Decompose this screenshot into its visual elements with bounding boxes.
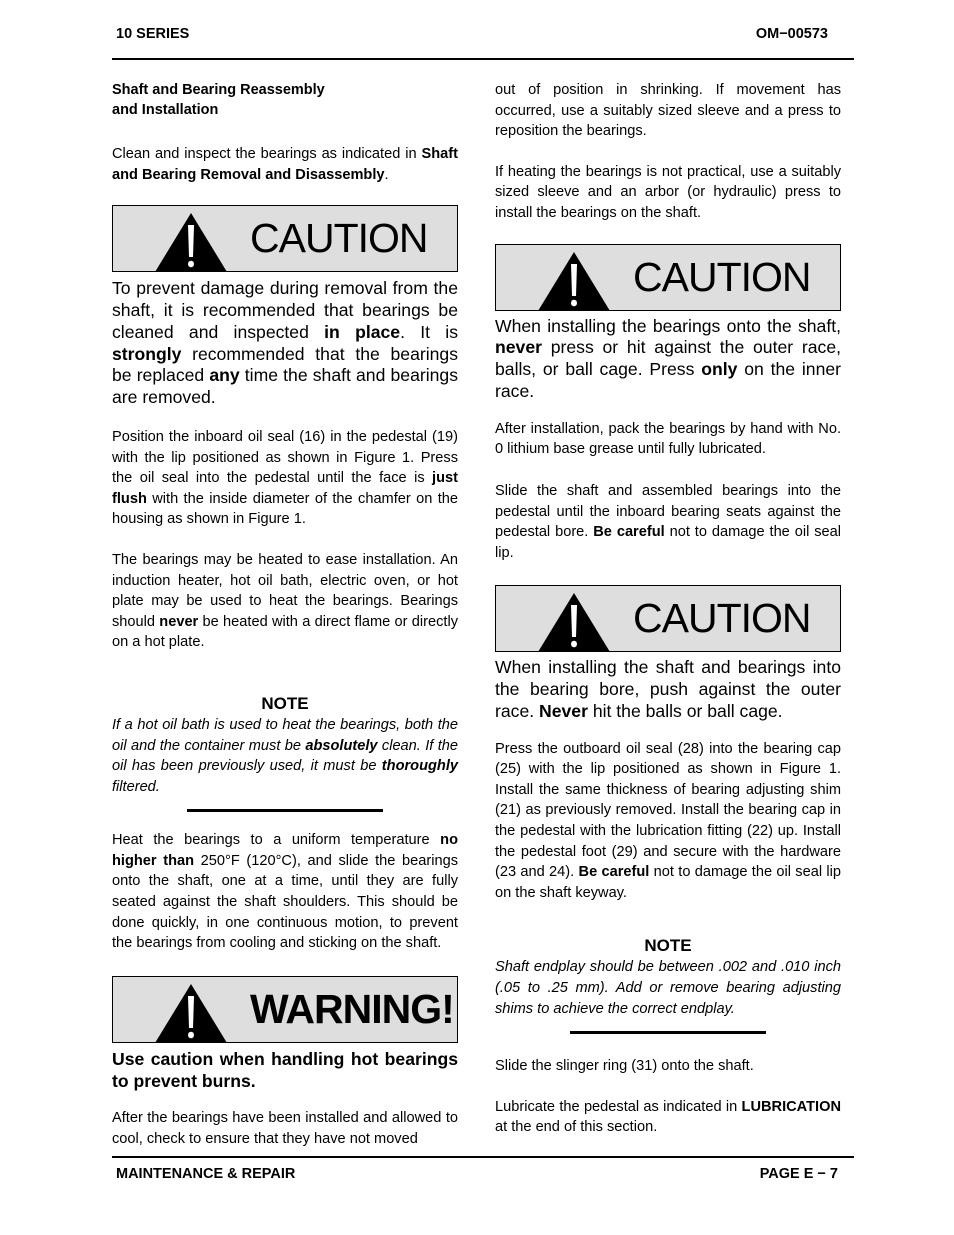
warning-label: WARNING! xyxy=(250,985,454,1032)
note-heading: NOTE xyxy=(644,936,692,956)
header-series: 10 SERIES xyxy=(116,26,190,42)
paragraph-oil-seal: Position the inboard oil seal (16) in the pedestal (19) with the lip positioned as shown in Figure 1. Press the oil seal into the pedestal until the face is just flush with the inside diameter of the chamfer on the housing as shown in Figure 1. xyxy=(112,428,458,528)
warning-triangle-icon xyxy=(536,250,612,312)
caution-box xyxy=(495,244,841,311)
warning-box xyxy=(112,976,458,1043)
header-doc-number: OM−00573 xyxy=(755,26,828,42)
paragraph-pack-grease: After installation, pack the bearings by hand with No. 0 lithium base grease until fully lubricated. xyxy=(495,420,841,458)
caution-box xyxy=(112,205,458,272)
note-text: Shaft endplay should be between .002 and .010 inch (.05 to .25 mm). Add or remove bearing adjusting shims to achieve the correct endplay. xyxy=(495,959,841,1017)
warning-triangle-icon xyxy=(153,982,229,1044)
paragraph-after-installation: After the bearings have been installed and allowed to cool, check to ensure that they have not moved xyxy=(112,1110,458,1148)
right-column xyxy=(495,80,841,1138)
footer-rule xyxy=(112,1156,854,1158)
caution-label: CAUTION xyxy=(633,253,811,300)
note-heading: NOTE xyxy=(261,693,309,713)
caution-label: CAUTION xyxy=(633,595,811,642)
note-text: If a hot oil bath is used to heat the bearings, both the oil and the container must be absolutely clean. If the oil has been previously used, it must be thoroughly filtered. xyxy=(112,716,458,795)
paragraph-slinger-ring: Slide the slinger ring (31) onto the shaft. xyxy=(495,1058,754,1075)
paragraph-heating: The bearings may be heated to ease installation. An induction heater, hot oil bath, electric oven, or hot plate may be used to heat the bearings. Bearings should never be heated with a direct flame or directly on a hot plate. xyxy=(112,551,459,651)
warning-triangle-icon xyxy=(536,591,612,653)
warning-text: Use caution when handling hot bearings to prevent burns. xyxy=(112,1048,458,1091)
paragraph-lubricate: Lubricate the pedestal as indicated in LUBRICATION at the end of this section. xyxy=(495,1098,841,1136)
warning-triangle-icon xyxy=(153,211,229,273)
caution-text: To prevent damage during removal from the shaft, it is recommended that bearings be cleaned and inspected in place. It is strongly recommended that the bearings be replaced any time the shaft and bearings are removed. xyxy=(112,278,458,408)
paragraph-slide-shaft: Slide the shaft and assembled bearings into the pedestal until the inboard bearing seats against the pedestal bore. Be careful not to damage the oil seal lip. xyxy=(495,482,841,561)
footer-page-number: PAGE E − 7 xyxy=(759,1166,838,1182)
paragraph-heat-temperature: Heat the bearings to a uniform temperature no higher than 250°F (120°C), and slide the bearings onto the shaft, one at a time, until they are fully seated against the shaft shoulders. This should be done quickly, in one continuous motion, to prevent the bearings from cooling and sticking on the shaft. xyxy=(112,832,458,952)
header-rule xyxy=(112,58,854,60)
caution-text: When installing the shaft and bearings into the bearing bore, push against the outer race. Never hit the balls or ball cage. xyxy=(495,657,841,721)
paragraph-clean-inspect: Clean and inspect the bearings as indicated in Shaft and Bearing Removal and Disassembly. xyxy=(112,146,458,183)
caution-text: When installing the bearings onto the shaft, never press or hit against the outer race, balls, or ball cage. Press only on the inner race. xyxy=(495,315,841,401)
note-rule xyxy=(570,1031,766,1034)
section-title: Shaft and Bearing Reassembly and Installation xyxy=(112,82,325,118)
caution-box xyxy=(495,585,841,652)
paragraph-reposition: out of position in shrinking. If movement has occurred, use a suitably sized sleeve and a press to reposition the bearings. xyxy=(495,82,841,140)
paragraph-press-alternative: If heating the bearings is not practical, use a suitably sized sleeve and an arbor (or hydraulic) press to install the bearings on the shaft. xyxy=(495,163,841,221)
paragraph-outboard-seal: Press the outboard oil seal (28) into the bearing cap (25) with the lip positioned as shown in Figure 1. Install the same thickness of bearing adjusting shim (21) as previously removed. Install the bearing cap in the pedestal with the lubrication fitting (22) up. Install the pedestal foot (29) and secure with the hardware (23 and 24). Be careful not to damage the oil seal lip on the shaft keyway. xyxy=(495,740,841,901)
caution-label: CAUTION xyxy=(250,215,428,262)
left-column xyxy=(112,80,458,1150)
note-rule xyxy=(187,809,383,812)
footer-section: MAINTENANCE & REPAIR xyxy=(116,1166,296,1182)
